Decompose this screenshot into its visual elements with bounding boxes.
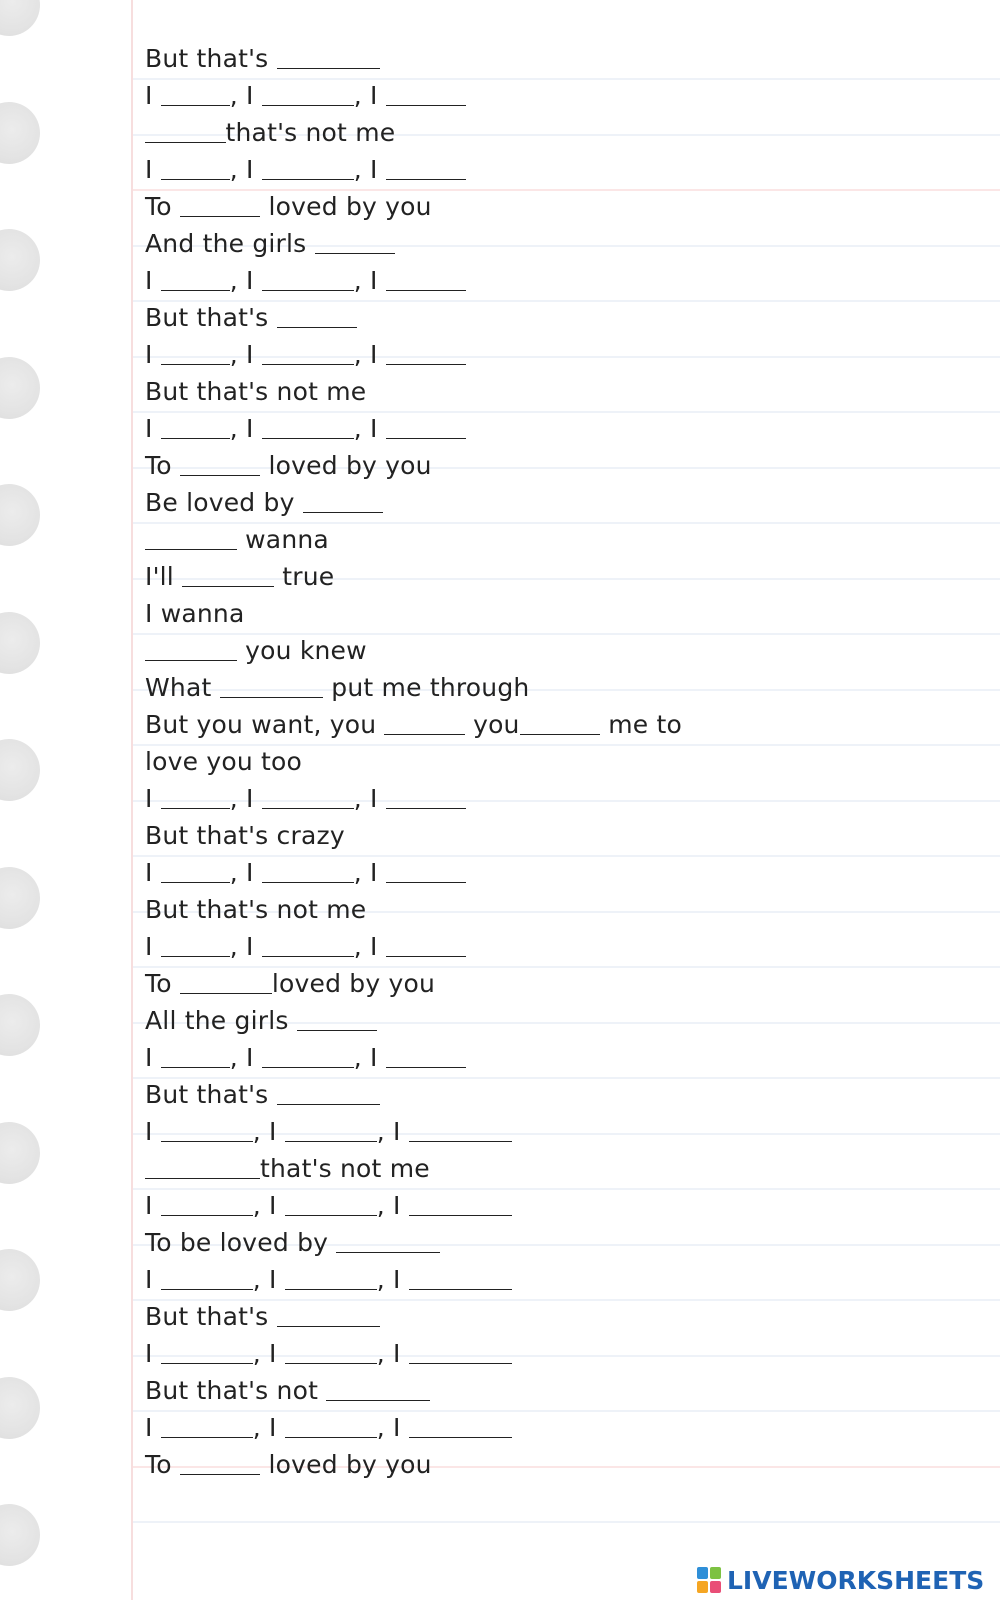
answer-blank[interactable]	[262, 179, 354, 180]
answer-blank[interactable]	[315, 253, 396, 254]
lyric-text: I	[145, 1191, 161, 1220]
lyric-text: But that's not	[145, 1376, 327, 1405]
lyric-text: , I	[376, 1265, 409, 1294]
worksheet-line	[145, 114, 682, 151]
worksheet-line	[145, 1039, 682, 1076]
lyric-text: I	[145, 81, 161, 110]
answer-blank[interactable]	[180, 216, 261, 217]
worksheet-line	[145, 891, 682, 928]
lyric-text: I	[145, 858, 161, 887]
worksheet-line	[145, 632, 682, 669]
lyric-text: To	[145, 192, 180, 221]
lyric-text: , I	[229, 858, 262, 887]
binder-hole	[0, 1122, 40, 1184]
answer-blank[interactable]	[409, 1437, 513, 1438]
answer-blank[interactable]	[297, 1030, 378, 1031]
binder-hole	[0, 867, 40, 929]
lyric-text: All the girls	[145, 1006, 297, 1035]
answer-blank[interactable]	[386, 1067, 467, 1068]
lyric-text: , I	[252, 1265, 285, 1294]
worksheet-line	[145, 706, 682, 743]
lyric-text: me to	[600, 710, 683, 739]
worksheet-line	[145, 77, 682, 114]
lyric-text: that's not me	[260, 1154, 430, 1183]
answer-blank[interactable]	[161, 364, 230, 365]
lyric-text: , I	[229, 266, 262, 295]
worksheet-line	[145, 928, 682, 965]
binder-hole	[0, 357, 40, 419]
lyric-text: But that's	[145, 1302, 277, 1331]
worksheet-line	[145, 1187, 682, 1224]
answer-blank[interactable]	[285, 1437, 377, 1438]
lyric-text: wanna	[237, 525, 329, 554]
answer-blank[interactable]	[409, 1215, 513, 1216]
answer-blank[interactable]	[145, 142, 226, 143]
worksheet-line	[145, 1002, 682, 1039]
lyric-text: true	[274, 562, 335, 591]
lyric-text: , I	[376, 1117, 409, 1146]
worksheet-line	[145, 1261, 682, 1298]
lyric-text: , I	[376, 1191, 409, 1220]
lyric-text: But you want, you	[145, 710, 385, 739]
answer-blank[interactable]	[386, 438, 467, 439]
lyric-text: And the girls	[145, 229, 315, 258]
worksheet-line	[145, 40, 682, 77]
answer-blank[interactable]	[161, 808, 230, 809]
lyric-text: But that's not me	[145, 377, 367, 406]
answer-blank[interactable]	[262, 1067, 354, 1068]
answer-blank[interactable]	[145, 1178, 260, 1179]
answer-blank[interactable]	[161, 1437, 253, 1438]
answer-blank[interactable]	[161, 179, 230, 180]
worksheet-line	[145, 1224, 682, 1261]
lyric-text: loved by you	[260, 192, 432, 221]
worksheet-line	[145, 484, 682, 521]
worksheet-line	[145, 669, 682, 706]
lyric-text: I	[145, 1043, 161, 1072]
worksheet-line	[145, 1150, 682, 1187]
worksheet-line	[145, 299, 682, 336]
lyric-text: I	[145, 414, 161, 443]
answer-blank[interactable]	[386, 956, 467, 957]
answer-blank[interactable]	[386, 808, 467, 809]
lyric-text: I	[145, 932, 161, 961]
worksheet-line	[145, 410, 682, 447]
binder-hole	[0, 1377, 40, 1439]
lyric-text: , I	[353, 784, 386, 813]
answer-blank[interactable]	[277, 1326, 381, 1327]
worksheet-line	[145, 447, 682, 484]
answer-blank[interactable]	[262, 808, 354, 809]
lyric-text: But that's	[145, 1080, 277, 1109]
lyric-text: , I	[252, 1339, 285, 1368]
answer-blank[interactable]	[303, 512, 384, 513]
lyric-text: I wanna	[145, 599, 245, 628]
answer-blank[interactable]	[220, 697, 324, 698]
lyric-text: , I	[229, 155, 262, 184]
lyric-text: I	[145, 1117, 161, 1146]
lyric-text: , I	[353, 414, 386, 443]
worksheet-line	[145, 817, 682, 854]
answer-blank[interactable]	[386, 179, 467, 180]
binder-hole	[0, 994, 40, 1056]
lyric-text: I'll	[145, 562, 183, 591]
binder-hole	[0, 484, 40, 546]
binder-hole	[0, 102, 40, 164]
answer-blank[interactable]	[326, 1400, 430, 1401]
lyric-text: , I	[376, 1413, 409, 1442]
answer-blank[interactable]	[262, 438, 354, 439]
worksheet-line	[145, 595, 682, 632]
answer-blank[interactable]	[386, 364, 467, 365]
liveworksheets-logo	[697, 1566, 984, 1594]
answer-blank[interactable]	[161, 1215, 253, 1216]
lyric-text: loved by you	[260, 451, 432, 480]
lyric-text: you	[464, 710, 520, 739]
lyric-text: put me through	[323, 673, 530, 702]
worksheet-line	[145, 188, 682, 225]
lyric-text: , I	[229, 340, 262, 369]
answer-blank[interactable]	[262, 956, 354, 957]
lyric-text: , I	[353, 932, 386, 961]
answer-blank[interactable]	[161, 290, 230, 291]
lyric-text: To be loved by	[145, 1228, 337, 1257]
lyric-text: But that's not me	[145, 895, 367, 924]
binder-hole	[0, 739, 40, 801]
lyric-text: I	[145, 340, 161, 369]
answer-blank[interactable]	[161, 956, 230, 957]
answer-blank[interactable]	[180, 993, 272, 994]
lyric-text: I	[145, 784, 161, 813]
binder-hole	[0, 1504, 40, 1566]
worksheet-line	[145, 225, 682, 262]
answer-blank[interactable]	[161, 438, 230, 439]
lyric-text: , I	[229, 414, 262, 443]
binder-hole	[0, 612, 40, 674]
worksheet-line	[145, 262, 682, 299]
answer-blank[interactable]	[262, 290, 354, 291]
worksheet-line	[145, 1298, 682, 1335]
answer-blank[interactable]	[161, 105, 230, 106]
worksheet-line	[145, 1113, 682, 1150]
answer-blank[interactable]	[277, 68, 381, 69]
answer-blank[interactable]	[409, 1363, 513, 1364]
lyric-text: What	[145, 673, 220, 702]
worksheet-line	[145, 1372, 682, 1409]
answer-blank[interactable]	[262, 882, 354, 883]
answer-blank[interactable]	[161, 882, 230, 883]
lyric-text: To	[145, 1450, 180, 1479]
answer-blank[interactable]	[336, 1252, 440, 1253]
lyric-text: , I	[353, 340, 386, 369]
lyric-text: But that's crazy	[145, 821, 345, 850]
lyric-text: I	[145, 1413, 161, 1442]
answer-blank[interactable]	[145, 660, 237, 661]
lyric-text: , I	[376, 1339, 409, 1368]
lyric-text: , I	[353, 155, 386, 184]
lyric-text: I	[145, 1265, 161, 1294]
lyric-text: loved by you	[260, 1450, 432, 1479]
lyric-text: , I	[353, 266, 386, 295]
worksheet-line	[145, 558, 682, 595]
lyric-text: I	[145, 1339, 161, 1368]
ruled-line	[133, 1521, 1000, 1523]
lyric-text: , I	[252, 1117, 285, 1146]
answer-blank[interactable]	[409, 1289, 513, 1290]
logo-text: LIVEWORKSHEETS	[727, 1565, 985, 1595]
worksheet-line	[145, 151, 682, 188]
answer-blank[interactable]	[386, 290, 467, 291]
answer-blank[interactable]	[384, 734, 465, 735]
worksheet-line	[145, 854, 682, 891]
lyric-text: I	[145, 155, 161, 184]
answer-blank[interactable]	[277, 1104, 381, 1105]
lyric-text: you knew	[237, 636, 367, 665]
lyric-text: love you too	[145, 747, 303, 776]
worksheet-line	[145, 1409, 682, 1446]
answer-blank[interactable]	[520, 734, 601, 735]
lyric-text: , I	[353, 81, 386, 110]
answer-blank[interactable]	[285, 1215, 377, 1216]
lyric-text: But that's	[145, 44, 277, 73]
answer-blank[interactable]	[386, 882, 467, 883]
lyric-text: , I	[229, 81, 262, 110]
lyric-text: loved by you	[271, 969, 436, 998]
lyric-text: , I	[353, 1043, 386, 1072]
answer-blank[interactable]	[386, 105, 467, 106]
answer-blank[interactable]	[285, 1141, 377, 1142]
worksheet-line	[145, 965, 682, 1002]
answer-blank[interactable]	[161, 1363, 253, 1364]
answer-blank[interactable]	[182, 586, 274, 587]
lyric-text: , I	[229, 784, 262, 813]
lyric-text: that's not me	[225, 118, 396, 147]
lyric-text: Be loved by	[145, 488, 303, 517]
answer-blank[interactable]	[161, 1289, 253, 1290]
lyric-text: To	[145, 969, 180, 998]
worksheet-line	[145, 780, 682, 817]
lyric-text: I	[145, 266, 161, 295]
lyric-text: , I	[252, 1191, 285, 1220]
lyrics-worksheet	[145, 40, 682, 1483]
worksheet-line	[145, 521, 682, 558]
worksheet-line	[145, 336, 682, 373]
answer-blank[interactable]	[285, 1363, 377, 1364]
answer-blank[interactable]	[277, 327, 358, 328]
answer-blank[interactable]	[262, 105, 354, 106]
lyric-text: To	[145, 451, 180, 480]
binder-hole	[0, 229, 40, 291]
answer-blank[interactable]	[262, 364, 354, 365]
lyric-text: , I	[229, 1043, 262, 1072]
answer-blank[interactable]	[285, 1289, 377, 1290]
lyric-text: , I	[353, 858, 386, 887]
lyric-text: , I	[229, 932, 262, 961]
answer-blank[interactable]	[409, 1141, 513, 1142]
answer-blank[interactable]	[180, 1474, 261, 1475]
answer-blank[interactable]	[161, 1067, 230, 1068]
lyric-text: , I	[252, 1413, 285, 1442]
binder-hole	[0, 1249, 40, 1311]
answer-blank[interactable]	[180, 475, 261, 476]
answer-blank[interactable]	[161, 1141, 253, 1142]
worksheet-line	[145, 1335, 682, 1372]
worksheet-line	[145, 743, 682, 780]
lyric-text: But that's	[145, 303, 277, 332]
logo-icon	[697, 1567, 721, 1593]
worksheet-line	[145, 373, 682, 410]
worksheet-line	[145, 1076, 682, 1113]
worksheet-line	[145, 1446, 682, 1483]
answer-blank[interactable]	[145, 549, 237, 550]
binder-hole	[0, 0, 40, 36]
